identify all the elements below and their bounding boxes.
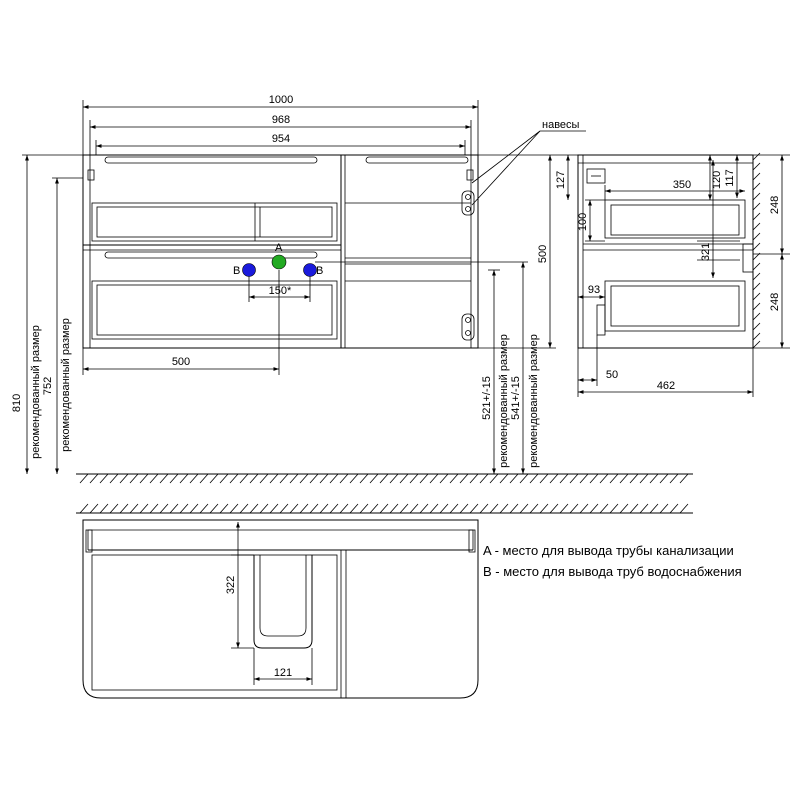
hinges-label: навесы	[542, 119, 580, 131]
dim-50: 50	[605, 369, 619, 381]
recommended-size-label-541: рекомендованный размер	[528, 334, 540, 468]
dim-462: 462	[656, 380, 676, 392]
dim-100: 100	[577, 212, 589, 232]
water-pipe-marker-b-left	[243, 264, 256, 277]
legend-a-text: A - место для вывода трубы канализации	[483, 543, 734, 558]
marker-label-b-left: B	[233, 265, 241, 277]
dim-968: 968	[271, 114, 291, 126]
hinge-lower	[462, 314, 474, 340]
water-pipe-marker-b-right	[304, 264, 317, 277]
dim-117: 117	[724, 169, 736, 187]
dim-500-horizontal: 500	[171, 356, 191, 368]
sewer-pipe-marker-a	[272, 255, 286, 269]
marker-label-a: A	[275, 242, 283, 254]
recommended-size-label-521: рекомендованный размер	[498, 334, 510, 468]
marker-label-b-right: B	[316, 265, 324, 277]
dim-150: 150*	[268, 285, 292, 297]
dim-322: 322	[225, 575, 237, 595]
recommended-size-label-left2: рекомендованный размер	[60, 318, 72, 452]
dim-810: 810	[11, 393, 23, 413]
front-view	[11, 94, 586, 474]
recommended-size-label-left: рекомендованный размер	[30, 325, 42, 459]
dim-954: 954	[271, 133, 291, 145]
dim-121: 121	[273, 667, 293, 679]
dim-321: 321	[700, 242, 712, 262]
top-view	[76, 504, 693, 698]
side-view	[555, 153, 790, 397]
legend	[483, 543, 742, 579]
floor-line	[76, 474, 693, 483]
dim-350: 350	[672, 179, 692, 191]
dim-127: 127	[555, 170, 567, 190]
dim-521: 521+/-15	[481, 376, 493, 420]
dim-93: 93	[587, 284, 601, 296]
dim-500-vertical: 500	[537, 244, 549, 264]
dim-120: 120	[711, 170, 723, 190]
dim-248-top: 248	[769, 195, 781, 215]
dim-1000: 1000	[268, 94, 294, 106]
dim-541: 541+/-15	[510, 376, 522, 420]
legend-b-text: B - место для вывода труб водоснабжения	[483, 564, 742, 579]
dim-248-bottom: 248	[769, 292, 781, 312]
dim-752: 752	[42, 376, 54, 396]
